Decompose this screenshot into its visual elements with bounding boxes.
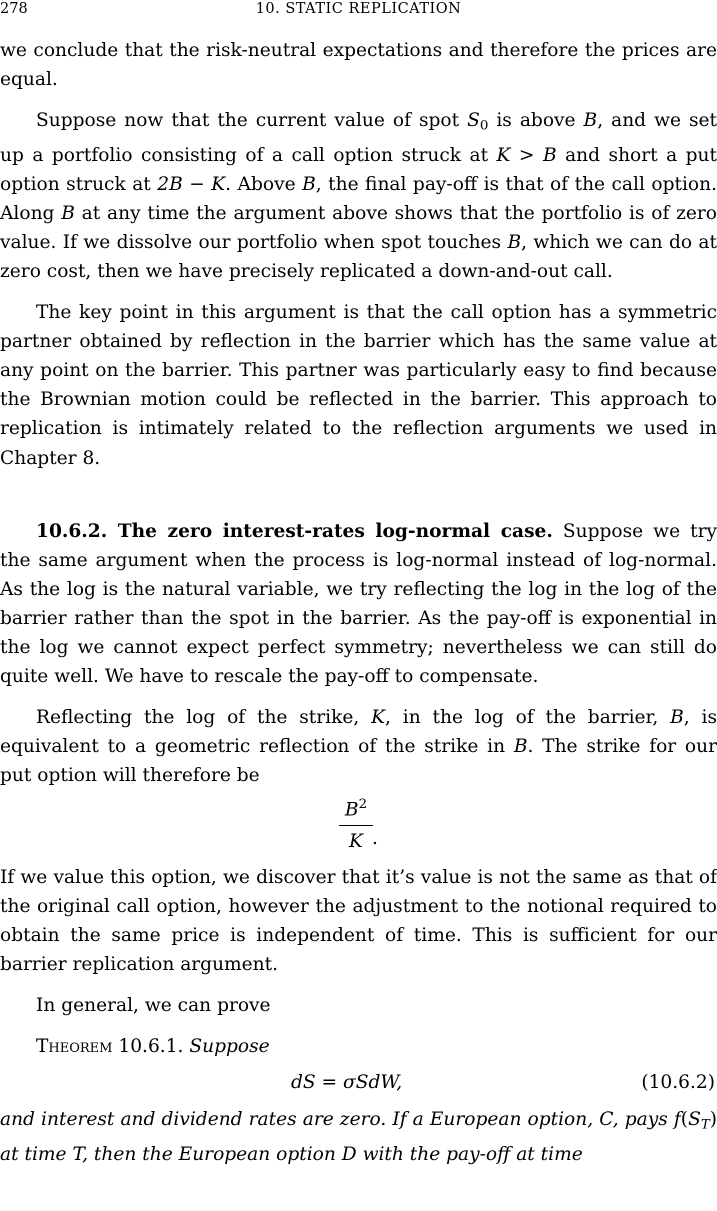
paragraph-6: If we value this option, we discover that it’s value is not the same as that of the original call option, however the adjustment to the notional required to obtain the same price is independent of time. This is sufficient for our barrier replication argument.	[0, 866, 717, 975]
paragraph-7: In general, we can prove	[36, 994, 271, 1016]
equation-10-6-2	[0, 1061, 717, 1105]
theorem-statement: and interest and dividend rates are zero. If a European option, C, pays $f(S_T)$ at time T, then the European option D with the pay-off at time	[0, 1109, 717, 1165]
section-text: Suppose we try the same argument when the process is log-normal instead of log-normal. As the log is the natural variable, we try reflecting the log in the log of the barrier rather than the spot in the barrier. As the pay-off is exponential in the log we cannot expect perfect symmetry; nevertheless we can still do quite well. We have to rescale the pay-off to compensate.	[0, 520, 717, 688]
fraction-denominator: K	[349, 830, 363, 852]
fraction-numerator: $B^2$	[339, 793, 373, 826]
fraction-b-squared-over-k	[339, 793, 373, 855]
paragraph-1: we conclude that the risk-neutral expectations and therefore the prices are equal.	[0, 40, 717, 91]
math-s0: $S_0$	[467, 110, 489, 134]
paragraph-5: Reflecting the log of the strike, K, in the log of the barrier, B, is equivalent to a geometric reflection of the strike in B. The strike for our put option will therefore be	[0, 707, 717, 787]
equation-number: (10.6.2)	[641, 1072, 715, 1094]
theorem-10-6-1	[0, 1032, 717, 1061]
section-10-6-2	[0, 517, 717, 692]
display-fraction: $\frac{B^2}{K}$ .	[0, 791, 717, 863]
math-b: B	[583, 110, 598, 132]
theorem-intro: Suppose	[189, 1035, 270, 1057]
theorem-label: Theorem 10.6.1.	[36, 1035, 184, 1057]
paragraph-2: Suppose now that the current value of spot $S_0$ is above B, and we set up a portfolio consisting of a call option struck at K > B and short a put option struck at 2B − K. Above B, the final pay-off is that of the call option. Along B at any time the argument above shows that the portfolio is of zero value. If we dissolve our portfolio when spot touches B, which we can do at zero cost, then we have precisely replicated a down-and-out call.	[0, 110, 717, 282]
page-body	[0, 36, 717, 1169]
equation-body: dS = σSdW,	[291, 1072, 403, 1094]
page-number: 278	[0, 1, 28, 17]
paragraph-3: The key point in this argument is that the call option has a symmetric partner obtained by reflection in the barrier which has the same value at any point on the barrier. This partner was particularly easy to find because the Brownian motion could be reflected in the barrier. This approach to replication is intimately related to the reflection arguments we used in Chapter 8.	[0, 302, 717, 469]
running-header	[0, 0, 717, 22]
math-k-gt-b: K > B	[496, 144, 557, 166]
section-heading: 10.6.2. The zero interest-rates log-normal case.	[36, 520, 553, 542]
math-put-strike: 2B − K	[157, 173, 226, 195]
running-title: 10. STATIC REPLICATION	[255, 1, 462, 17]
